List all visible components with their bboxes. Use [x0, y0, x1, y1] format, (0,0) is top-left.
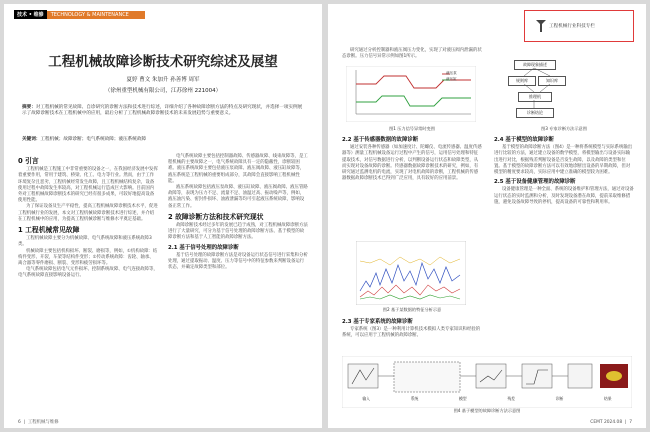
figure-1-legend-2: 液压缸: [446, 77, 457, 81]
figure-2-caption: 图2 基于某数据的特征分析示意: [382, 307, 442, 312]
paper-title: 工程机械故障诊断技术研究综述及展望: [48, 54, 278, 70]
figure-4-label-4: 残差: [507, 396, 515, 401]
figure-3-caption: 图3 专家诊断方法示意图: [541, 126, 587, 131]
column-logo-box: [524, 10, 634, 42]
left-column-2: [168, 154, 308, 271]
figure-4-label-5: 诊断: [555, 396, 564, 401]
section-tag-en: TECHNOLOGY & MAINTENANCE: [47, 11, 145, 19]
figure-4-block-2: [394, 362, 460, 392]
flow-step-4: 推理机: [518, 92, 552, 102]
left-page: [4, 4, 322, 428]
left-journal-name: 工程机械与维修: [27, 420, 59, 425]
figure-4-block-1: [348, 364, 378, 388]
col2-paragraph-1: 电气系统故障主要包括控制器故障、传感器故障、线束故障等，是工程机械的主要故障之一，电气系统故障具有一定的隐蔽性，诊断较困难。液压系统故障主要包括液压泵故障、液压阀故障、液压缸故障等，液压系统是工程机械的重要组成部分，其故障会直接影响工程机械性能。: [168, 154, 308, 184]
heading-intro: 0 引言: [18, 157, 39, 165]
figure-4-labels: [342, 396, 632, 402]
figure-4-label-1: 输入: [362, 396, 370, 401]
right-page-number: 7: [629, 420, 632, 425]
flow-step-3: 知识库: [538, 76, 566, 86]
abstract-label: 摘要：: [22, 105, 36, 110]
right-issue: CEMT 2024.08: [590, 420, 623, 425]
figure-1-legend: [446, 70, 457, 82]
figure-1-caption: 图1 压力信号异常时变图: [389, 126, 435, 131]
abstract: [22, 105, 304, 117]
section21-paragraph-1: 基于信号处理的故障诊断方法是对设备运行状态信号进行采集和分析处理，通过提取振动、温度、压力等信号中的特征参数来判断设备运行状态，并确定故障类型和部位。: [168, 252, 308, 271]
section22-paragraph: 通过安装各种传感器（如加速度计、陀螺仪、电流传感器、温度传感器等）测量工程机械设备运行过程中产生的信号，运用信号处理和特征提取技术，对信号数据进行分析，以判断设备运行状态和故障类型，从而实现对设备故障的诊断。传感器数据故障诊断技术的研究，例如，有研究通过监测电机的电流，实现了对电机故障的诊断，工程机械的传感器数据故障诊断技术已得到广泛应用，具有较好的应用前景。: [342, 145, 482, 182]
section1-paragraph-2: 机械故障主要包括机构损坏、断裂、磨损等，例如，①机构故障：结构件变形、开裂，车架等结构件变形；②传动系统故障：齿轮、轴承、离合器等零件磨损、断裂、变形和疲劳损坏等。: [18, 248, 158, 267]
keywords-text: 工程机械；故障诊断；电气系统故障；液压系统故障: [40, 137, 147, 142]
figure-4-label-6: 结果: [604, 396, 612, 401]
section1-paragraph-3: 电气系统故障包括电气元件损坏、控制系统故障、电气连接故障等，电气系统故障直接影响设备运行。: [18, 267, 158, 279]
paper-affiliation: （徐州重型机械有限公司，江苏徐州 221004）: [104, 88, 222, 94]
colA-intro-paragraph: 研究通过分析控制器和液压阀压力变化，实现了对液压阀内泄漏的状态诊断。压力信号异常示例如图1所示。: [342, 48, 482, 60]
right-column-2-sections: [494, 134, 634, 206]
heading-section-2: 2 故障诊断方法和技术研究现状: [168, 212, 264, 221]
flow-step-2: 规则库: [508, 76, 536, 86]
heading-section-1: 1 工程机械常见故障: [18, 226, 80, 235]
figure-2: [356, 241, 466, 305]
keywords: [22, 136, 146, 142]
left-footer: 6 | 工程机械与维修: [18, 420, 59, 425]
heading-section-2-4: 2.4 基于模型的故障诊断: [494, 137, 554, 143]
figure-1-legend-1: 液压泵: [446, 71, 457, 75]
flow-arrow-4: [540, 84, 550, 92]
right-column-1-top: [342, 48, 482, 60]
intro-paragraph-1: 工程机械是工程施工中非常重要的设备之一，在我国经济发展中发挥着重要作用，常用于建筑、桥梁、化工、电力等行业。然而，由于工作环境复杂且恶劣，工程机械经常发生故障，且工程机械结构复杂，设备使用过程中故障发生率较高，对工程机械运行造成巨大影响。目前国内外对工程机械故障诊断技术的研究已经有很多成果，可较好地提高设备使用性能。: [18, 167, 158, 204]
left-page-number: 6: [18, 420, 21, 425]
heading-section-2-5: 2.5 基于设备健康管理的故障诊断: [494, 179, 576, 186]
flow-step-1: 故障现象描述: [514, 60, 556, 70]
section2-paragraph-1: 故障诊断技术经过多年的发展已趋于成熟，对工程机械故障诊断方法进行了大量研究，可分为基于信号处理的故障诊断方法、基于模型的故障诊断方法和基于人工智能的故障诊断方法。: [168, 223, 308, 241]
figure-4-caption: 图4 基于模型的故障诊断方法示意图: [453, 408, 521, 413]
figure-3-arrows: [498, 54, 578, 124]
flow-arrow-3: [524, 84, 534, 92]
figure-4-result-highlight: [606, 371, 622, 381]
section-tag-cn: 技术 • 维修: [14, 10, 47, 19]
figure-4-label-3: 模型: [459, 396, 467, 401]
column-logo-icon: [535, 18, 547, 34]
left-column-1: [18, 154, 158, 280]
figure-4-block-4: [522, 364, 552, 388]
paper-authors: 夏婷 曹文 朱加升 孙善博 周军: [126, 77, 200, 83]
figure-4-block-5: [568, 364, 592, 388]
section24-paragraph: 基于模型的故障诊断方法（图4）是一种将系统模型与实际系统输出进行比较的方法，通过建立设备的数学模型，将模型输出与设备实际输出进行对比，根据残差判断设备是否发生故障，以及故障的类型和位置。基于模型的故障诊断方法可以有效地诊断出设备的早期故障，但对模型的精度要求较高，实际应用中建立准确的模型较为困难。: [494, 145, 633, 176]
section25-paragraph: 设备健康管理是一种全面、系统的设备维护和管理方法，通过对设备运行状态的实时监测和分析，及时发现设备潜在故障，提前采取维修措施，避免设备故障导致的停机，提高设备的可靠性和利用率。: [494, 187, 634, 205]
heading-section-2-3: 2.3 基于专家系统的故障诊断: [342, 319, 413, 325]
keywords-label: 关键词：: [22, 137, 41, 142]
section23-paragraph: 专家系统（图3）是一种利用计算机技术模拟人类专家知识和经验的系统，可以应用于工程机械的故障诊断。: [342, 327, 481, 339]
figure-4-block-3: [476, 364, 506, 388]
column-logo-text: 工程机械行业科技专栏: [549, 24, 595, 29]
col2-paragraph-2: 液压系统故障包括液压泵故障、液压缸故障、液压阀故障、液压管路故障等，表现为压力不足、流量不足、油温过高、振动噪声等，例如，液压油污染、密封件损坏、油液泄漏等均可引起液压系统故障，影响设备正常工作。: [168, 185, 308, 209]
heading-section-2-2: 2.2 基于传感器数据的故障诊断: [342, 137, 419, 143]
right-column-1-section22: [342, 134, 482, 182]
right-footer: CEMT 2024.08 | 7: [590, 420, 632, 425]
section-tag: [14, 10, 145, 19]
flow-step-5: 诊断结论: [516, 108, 554, 118]
intro-paragraph-2: 为了保证设备及生产平稳性，提高工程机械故障诊断技术水平，促进工程机械行业的发展，本文对工程机械故障诊断技术进行综述，并介绍在工程机械中的应用，为提高工程机械诊断与维修水平奠定基础。: [18, 204, 158, 222]
flow-arrow-2: [534, 68, 550, 76]
figure-4-label-2: 系统: [410, 396, 419, 401]
right-page: [328, 4, 646, 428]
abstract-text: 对工程机械的常见故障、自诊研究的诊断方法和技术进行综述，详细介绍了各种故障诊断方法的特点及研究现状，并选择一项实例展示了故障诊断技术在工程机械中的应用，最后分析了工程机械故障诊断技术的未来发展趋势与重要意义。: [22, 105, 303, 117]
flow-arrow-1: [524, 68, 534, 76]
heading-section-2-1: 2.1 基于信号处理的故障诊断: [168, 244, 239, 251]
section1-paragraph-1: 工程机械故障主要分为机械故障、电气系统故障和液压系统故障3类。: [18, 236, 152, 248]
right-column-1-section23: [342, 316, 482, 340]
